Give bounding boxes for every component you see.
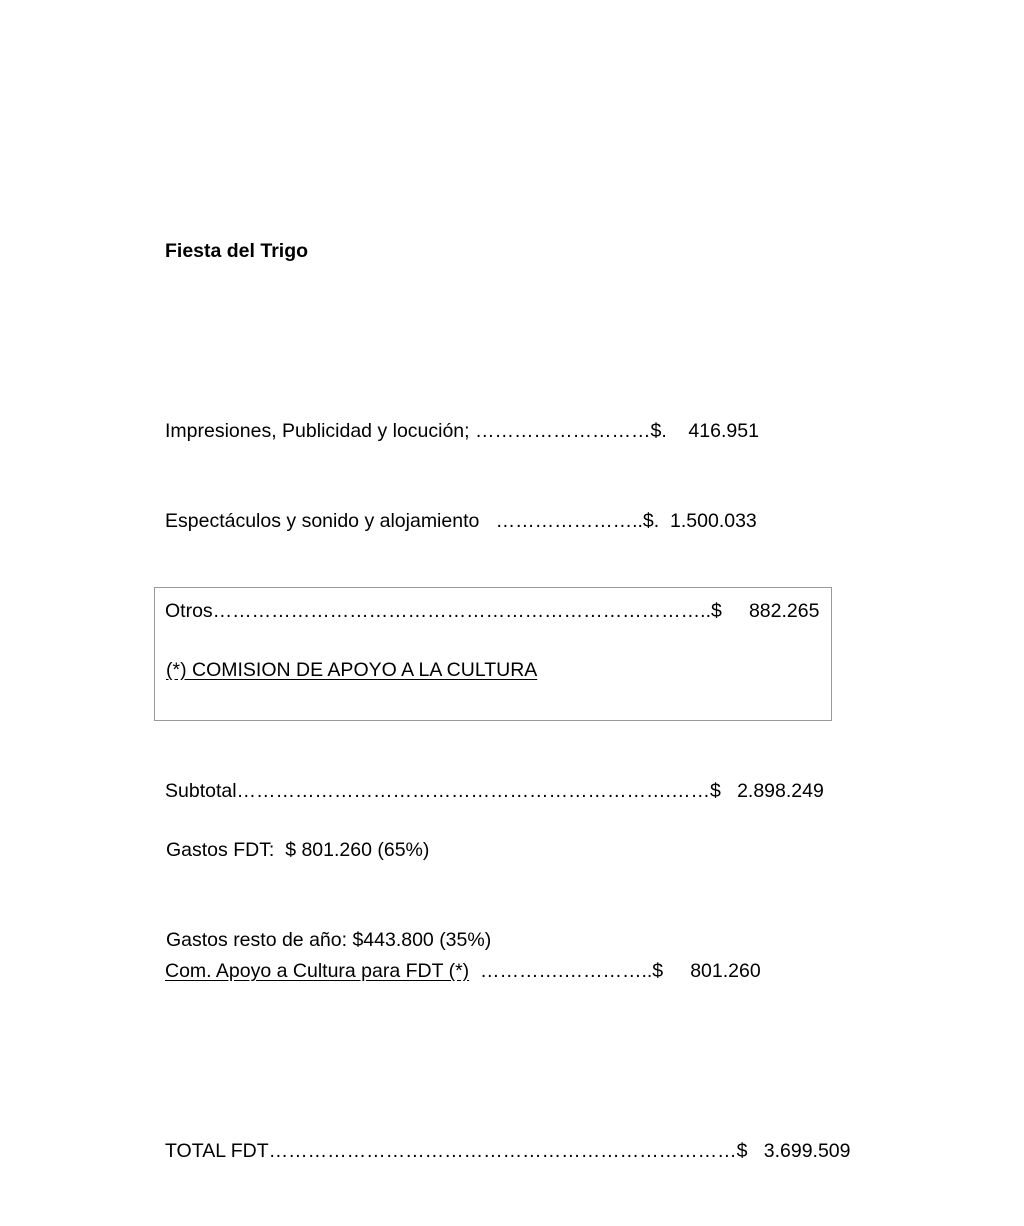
note-gastos-resto: Gastos resto de año: $443.800 (35%): [166, 929, 492, 951]
spacer: [165, 326, 851, 356]
line-espectaculos: Espectáculos y sonido y alojamiento …………………..$. 1.500.033: [165, 510, 757, 532]
line-total: TOTAL FDT………………………………………………………………$ 3.699.509: [165, 1140, 851, 1162]
comision-amount: ………….…………..$ 801.260: [469, 960, 761, 982]
line-impresiones: Impresiones, Publicidad y locución; ………………………$. 416.951: [165, 420, 759, 442]
page-title: Fiesta del Trigo: [165, 240, 309, 262]
note-gastos-fdt: Gastos FDT: $ 801.260 (65%): [166, 839, 430, 861]
comision-link[interactable]: Com. Apoyo a Cultura para FDT (*): [165, 960, 470, 982]
line-otros: Otros…………………………………………………………………..$ 882.265: [165, 600, 820, 622]
line-subtotal: Subtotal………………………………………………………….……$ 2.898.249: [165, 780, 824, 802]
spacer: [166, 745, 831, 775]
note-heading: (*) COMISION DE APOYO A LA CULTURA: [166, 659, 538, 681]
spacer: [165, 1046, 851, 1076]
